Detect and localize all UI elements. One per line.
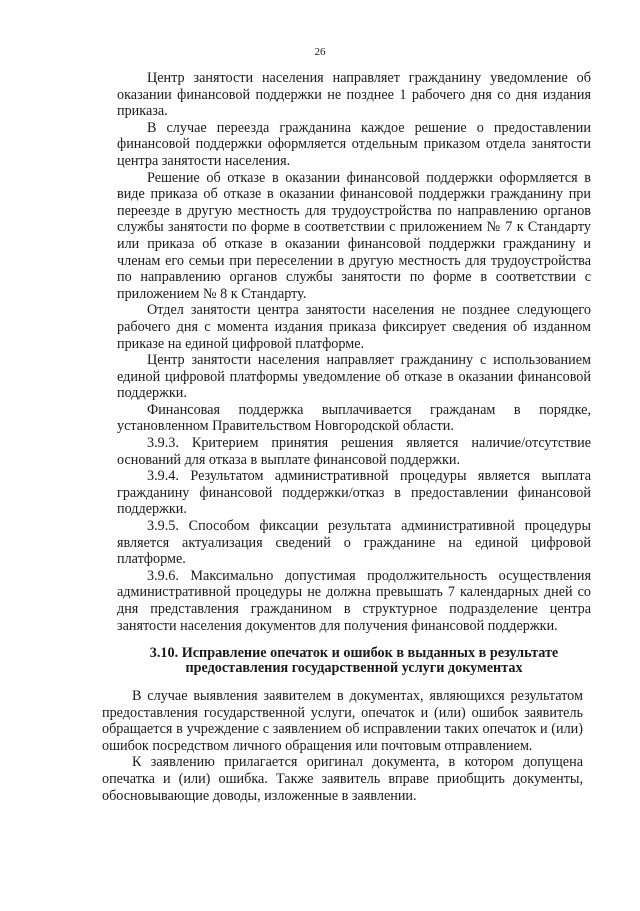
paragraph: Финансовая поддержка выплачивается гражданам в порядке, установленном Правительством Новгородской области. — [117, 401, 591, 435]
paragraph: Решение об отказе в оказании финансовой поддержки оформляется в виде приказа об отказе в оказании финансовой поддержки гражданину при переезде в другую местность для трудоустройства по направлению органов службы занятости по форме в соответствии с приложением № 7 к Стандарту или приказа об отказе в оказании финансовой поддержки гражданину и членам его семьи при переселении в другую местность для трудоустройства по направлению органов службы занятости по форме в соответствии с приложением № 8 к Стандарту. — [117, 169, 591, 302]
paragraph: Отдел занятости центра занятости населения не позднее следующего рабочего дня с момента издания приказа фиксирует сведения об изданном приказе на единой цифровой платформе. — [117, 302, 591, 352]
paragraph: Центр занятости населения направляет гражданину уведомление об оказании финансовой поддержки не позднее 1 рабочего дня со дня издания приказа. — [117, 70, 591, 120]
paragraph: К заявлению прилагается оригинал документа, в котором допущена опечатка и (или) ошибка. Также заявитель вправе приобщить документы, обосновывающие доводы, изложенные в заявлении. — [102, 754, 583, 804]
paragraph: 3.9.4. Результатом административной процедуры является выплата гражданину финансовой поддержки/отказ в предоставлении финансовой поддержки. — [117, 468, 591, 518]
document-body-top — [117, 70, 591, 634]
paragraph: 3.9.3. Критерием принятия решения является наличие/отсутствие оснований для отказа в выплате финансовой поддержки. — [117, 435, 591, 468]
document-body-bottom — [102, 688, 583, 804]
paragraph: 3.9.6. Максимально допустимая продолжительность осуществления административной процедуры не должна превышать 7 календарных дней со дня представления гражданином в структурное подразделение центра занятости населения документов для получения финансовой поддержки. — [117, 567, 591, 634]
paragraph: Центр занятости населения направляет гражданину с использованием единой цифровой платформы уведомление об отказе в оказании финансовой поддержки. — [117, 352, 591, 402]
paragraph: В случае переезда гражданина каждое решение о предоставлении финансовой поддержки оформляется отдельным приказом отдела занятости центра занятости населения. — [117, 119, 591, 169]
page-number: 26 — [314, 46, 326, 58]
section-heading: 3.10. Исправление опечаток и ошибок в выданных в результате предоставления государственной услуги документах — [149, 645, 559, 676]
paragraph: 3.9.5. Способом фиксации результата административной процедуры является актуализация сведений о гражданине на единой цифровой платформе. — [117, 518, 591, 568]
paragraph: В случае выявления заявителем в документах, являющихся результатом предоставления государственной услуги, опечаток и (или) ошибок заявитель обращается в учреждение с заявлением об исправлении таких опечаток и (или) ошибок посредством личного обращения или почтовым отправлением. — [102, 688, 583, 754]
